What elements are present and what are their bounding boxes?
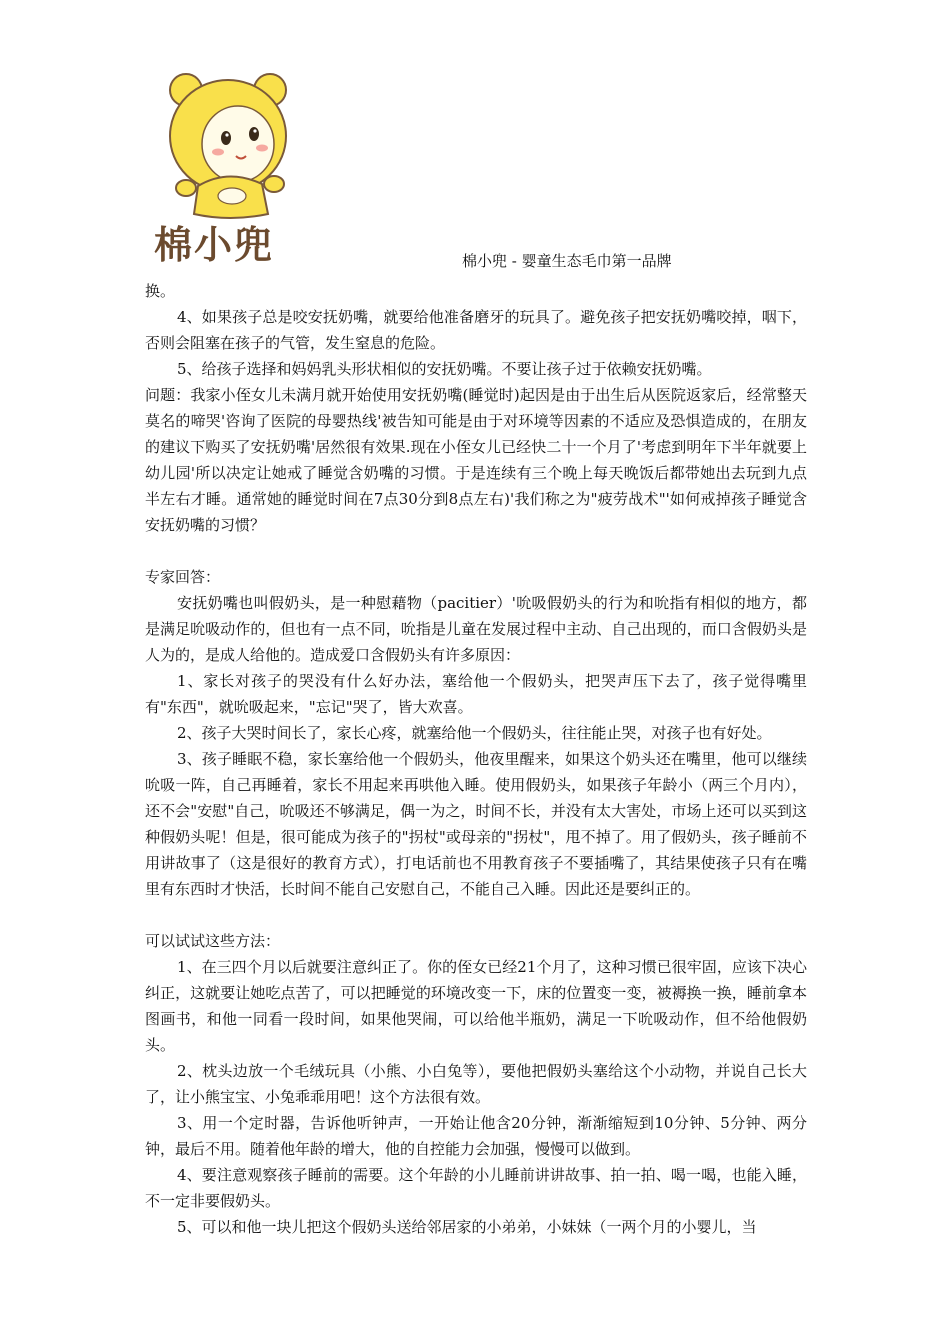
paragraph: 换。 [145,282,176,300]
brand-tagline: 棉小兜 - 婴童生态毛巾第一品牌 [462,252,672,270]
paragraph: 3、用一个定时器，告诉他听钟声，一开始让他含20分钟，渐渐缩短到10分钟、5分钟、两分钟，最后不用。随着他年龄的增大，他的自控能力会加强，慢慢可以做到。 [145,1114,807,1158]
paragraph: 4、如果孩子总是咬安抚奶嘴，就要给他准备磨牙的玩具了。避免孩子把安抚奶嘴咬掉，咽下，否则会阻塞在孩子的气管，发生窒息的危险。 [145,308,807,352]
paragraph: 2、枕头边放一个毛绒玩具（小熊、小白兔等），要他把假奶头塞给这个小动物，并说自己长大了，让小熊宝宝、小兔乖乖用吧！这个方法很有效。 [145,1062,807,1106]
paragraph: 2、孩子大哭时间长了，家长心疼，就塞给他一个假奶头，往往能止哭，对孩子也有好处。 [177,724,772,742]
spacer [145,538,807,564]
brand-logo-text: 棉小兜 [154,223,275,267]
section-heading: 可以试试这些方法： [145,932,281,950]
paragraph: 5、可以和他一块儿把这个假奶头送给邻居家的小弟弟，小妹妹（一两个月的小婴儿，当 [177,1218,757,1236]
paragraph: 3、孩子睡眠不稳，家长塞给他一个假奶头，他夜里醒来，如果这个奶头还在嘴里，他可以继续吮吸一阵，自己再睡着，家长不用起来再哄他入睡。使用假奶头，如果孩子年龄小（两三个月内），还不会"安慰"自己，吮吸还不够满足，偶一为之，时间不长，并没有太大害处，市场上还可以买到这种假奶头呢！但是，很可能成为孩子的"拐杖"或母亲的"拐杖"，甩不掉了。用了假奶头，孩子睡前不用讲故事了（这是很好的教育方式），打电话前也不用教育孩子不要插嘴了，其结果使孩子只有在嘴里有东西时才快活，长时间不能自己安慰自己，不能自己入睡。因此还是要纠正的。 [145,750,807,898]
paragraph: 4、要注意观察孩子睡前的需要。这个年龄的小儿睡前讲讲故事、拍一拍、喝一喝，也能入睡，不一定非要假奶头。 [145,1166,807,1210]
paragraph: 1、在三四个月以后就要注意纠正了。你的侄女已经21个月了，这种习惯已很牢固，应该下决心纠正，这就要让她吃点苦了，可以把睡觉的环境改变一下，床的位置变一变，被褥换一换，睡前拿本图画书，和他一同看一段时间，如果他哭闹，可以给他半瓶奶，满足一下吮吸动作，但不给他假奶头。 [145,958,807,1054]
brand-logo [150,64,310,274]
paragraph: 安抚奶嘴也叫假奶头，是一种慰藉物（pacitier）'吮吸假奶头的行为和吮指有相似的地方，都是满足吮吸动作的，但也有一点不同，吮指是儿童在发展过程中主动、自己出现的，而口含假奶头是人为的，是成人给他的。造成爱口含假奶头有许多原因： [145,594,807,664]
article-body [145,278,807,1240]
spacer [145,902,807,928]
section-heading: 专家回答： [145,568,221,586]
question-paragraph: 问题：我家小侄女儿未满月就开始使用安抚奶嘴(睡觉时)起因是由于出生后从医院返家后，经常整天莫名的啼哭'咨询了医院的母婴热线'被告知可能是由于对环境等因素的不适应及恐惧造成的，在朋友的建议下购买了安抚奶嘴'居然很有效果.现在小侄女儿已经快二十一个月了'考虑到明年下半年就要上幼儿园'所以决定让她戒了睡觉含奶嘴的习惯。于是连续有三个晚上每天晚饭后都带她出去玩到九点半左右才睡。通常她的睡觉时间在7点30分到8点左右)'我们称之为"疲劳战术"'如何戒掉孩子睡觉含安抚奶嘴的习惯？ [145,386,807,534]
bear-mascot-icon [150,64,310,224]
paragraph: 5、给孩子选择和妈妈乳头形状相似的安抚奶嘴。不要让孩子过于依赖安抚奶嘴。 [177,360,712,378]
paragraph: 1、家长对孩子的哭没有什么好办法，塞给他一个假奶头，把哭声压下去了，孩子觉得嘴里有"东西"，就吮吸起来，"忘记"哭了，皆大欢喜。 [145,672,807,716]
